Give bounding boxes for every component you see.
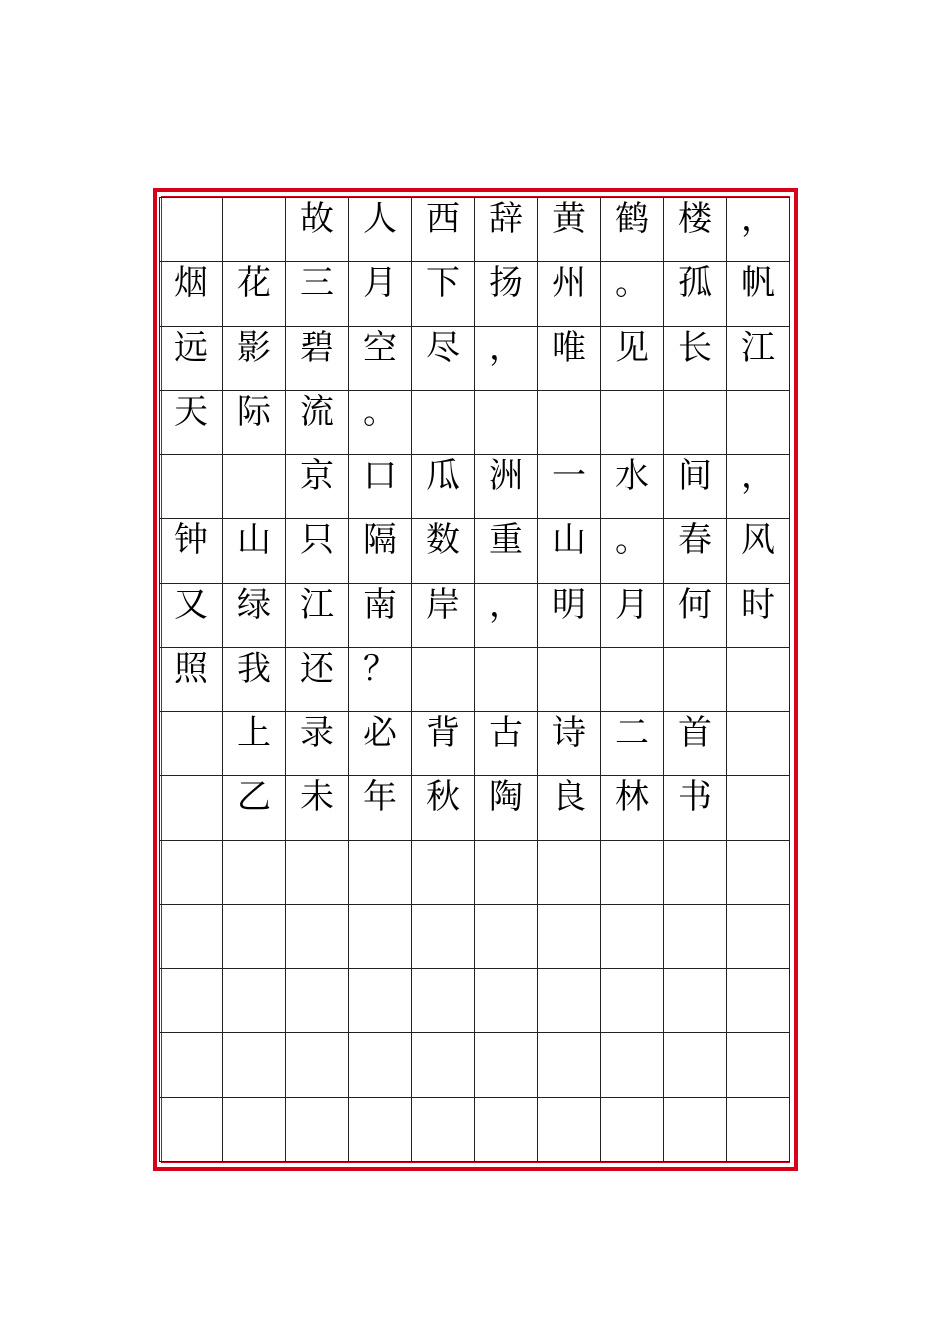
grid-cell	[349, 905, 412, 969]
grid-cell: 一	[538, 455, 601, 519]
grid-cell: ，	[475, 584, 538, 648]
grid-cell	[160, 712, 223, 776]
grid-cell: 陶	[475, 776, 538, 840]
grid-cell: 明	[538, 584, 601, 648]
grid-cell: 年	[349, 776, 412, 840]
grid-cell	[412, 969, 475, 1033]
grid-cell: 远	[160, 327, 223, 391]
grid-cell	[664, 841, 727, 905]
grid-cell: 月	[601, 584, 664, 648]
grid-cell: 还	[286, 648, 349, 712]
grid-cell	[727, 391, 790, 455]
grid-cell: 又	[160, 584, 223, 648]
grid-cell: 花	[223, 262, 286, 326]
grid-cell	[601, 1033, 664, 1097]
grid-cell: 碧	[286, 327, 349, 391]
grid-cell	[475, 1033, 538, 1097]
grid-cell: 岸	[412, 584, 475, 648]
grid-cell: 辞	[475, 198, 538, 262]
grid-cell: 山	[223, 519, 286, 583]
grid-cell	[601, 1098, 664, 1162]
grid-cell	[538, 391, 601, 455]
grid-cell	[160, 1033, 223, 1097]
grid-cell	[664, 905, 727, 969]
grid-cell	[664, 969, 727, 1033]
grid-cell	[412, 1098, 475, 1162]
grid-cell: 林	[601, 776, 664, 840]
grid-cell: ，	[727, 198, 790, 262]
grid-cell: 黄	[538, 198, 601, 262]
grid-cell: ，	[475, 327, 538, 391]
grid-cell: 南	[349, 584, 412, 648]
grid-cell	[538, 905, 601, 969]
grid-cell: 风	[727, 519, 790, 583]
grid-cell: 。	[601, 262, 664, 326]
grid-cell: 长	[664, 327, 727, 391]
grid-cell	[223, 905, 286, 969]
grid-cell: 见	[601, 327, 664, 391]
grid-cell: 时	[727, 584, 790, 648]
grid-cell: 际	[223, 391, 286, 455]
grid-cell	[160, 198, 223, 262]
grid-cell: 隔	[349, 519, 412, 583]
grid-cell	[475, 841, 538, 905]
grid-cell	[601, 391, 664, 455]
grid-cell: 州	[538, 262, 601, 326]
grid-cell: 天	[160, 391, 223, 455]
grid-cell	[223, 1098, 286, 1162]
grid-cell	[160, 969, 223, 1033]
grid-cell: 洲	[475, 455, 538, 519]
character-grid-paper	[159, 197, 790, 1162]
grid-cell	[286, 969, 349, 1033]
grid-cell: 只	[286, 519, 349, 583]
grid-cell	[538, 1033, 601, 1097]
grid-cell	[664, 391, 727, 455]
grid-cell: 孤	[664, 262, 727, 326]
grid-cell: 。	[601, 519, 664, 583]
grid-cell	[727, 969, 790, 1033]
grid-cell	[475, 969, 538, 1033]
grid-cell: 数	[412, 519, 475, 583]
grid-cell	[412, 391, 475, 455]
grid-cell: 帆	[727, 262, 790, 326]
grid-cell: 乙	[223, 776, 286, 840]
grid-cell: 江	[286, 584, 349, 648]
grid-cell: 鹤	[601, 198, 664, 262]
grid-cell	[160, 776, 223, 840]
grid-cell	[349, 841, 412, 905]
grid-cell	[538, 648, 601, 712]
grid-cell: ？	[349, 648, 412, 712]
grid-cell: 必	[349, 712, 412, 776]
grid-cell	[601, 905, 664, 969]
grid-cell	[727, 712, 790, 776]
grid-cell	[601, 841, 664, 905]
grid-cell	[475, 905, 538, 969]
grid-cell: 山	[538, 519, 601, 583]
grid-cell: 下	[412, 262, 475, 326]
grid-cell	[349, 1033, 412, 1097]
grid-cell: 故	[286, 198, 349, 262]
grid-cell: 秋	[412, 776, 475, 840]
grid-cell	[601, 648, 664, 712]
grid-cell: 。	[349, 391, 412, 455]
grid-cell	[349, 969, 412, 1033]
grid-cell: 古	[475, 712, 538, 776]
grid-cell	[727, 905, 790, 969]
grid-cell	[475, 391, 538, 455]
grid-cell: 唯	[538, 327, 601, 391]
grid-cell: 扬	[475, 262, 538, 326]
grid-cell: 间	[664, 455, 727, 519]
grid-cell: 首	[664, 712, 727, 776]
grid-cell: 我	[223, 648, 286, 712]
grid-cell	[538, 841, 601, 905]
grid-cell: 月	[349, 262, 412, 326]
grid-cell	[223, 841, 286, 905]
grid-cell	[286, 1033, 349, 1097]
grid-cell	[664, 648, 727, 712]
grid-cell: 钟	[160, 519, 223, 583]
grid-cell: 何	[664, 584, 727, 648]
grid-cell: 京	[286, 455, 349, 519]
grid-cell	[223, 1033, 286, 1097]
grid-cell: 人	[349, 198, 412, 262]
grid-cell: 诗	[538, 712, 601, 776]
grid-cell: 水	[601, 455, 664, 519]
grid-cell: 春	[664, 519, 727, 583]
grid-cell: 绿	[223, 584, 286, 648]
grid-cell	[727, 648, 790, 712]
grid-cell: 江	[727, 327, 790, 391]
grid-cell: 良	[538, 776, 601, 840]
grid-cell	[727, 776, 790, 840]
grid-cell: 二	[601, 712, 664, 776]
grid-cell: 未	[286, 776, 349, 840]
grid-cell	[538, 969, 601, 1033]
grid-cell: 西	[412, 198, 475, 262]
grid-cell	[223, 455, 286, 519]
grid-cell	[412, 1033, 475, 1097]
grid-cell	[286, 1098, 349, 1162]
grid-cell: 烟	[160, 262, 223, 326]
grid-cell: 影	[223, 327, 286, 391]
grid-cell	[286, 905, 349, 969]
grid-cell	[475, 1098, 538, 1162]
grid-cell	[475, 648, 538, 712]
grid-cell: 上	[223, 712, 286, 776]
grid-cell	[727, 1098, 790, 1162]
grid-cell: 楼	[664, 198, 727, 262]
grid-cell: 背	[412, 712, 475, 776]
grid-cell	[601, 969, 664, 1033]
grid-cell	[412, 841, 475, 905]
grid-cell	[664, 1098, 727, 1162]
grid-cell	[412, 648, 475, 712]
grid-cell	[664, 1033, 727, 1097]
grid-cell: 录	[286, 712, 349, 776]
grid-cell	[727, 1033, 790, 1097]
grid-cell: 瓜	[412, 455, 475, 519]
grid-cell: 空	[349, 327, 412, 391]
grid-cell	[412, 905, 475, 969]
grid-cell: 书	[664, 776, 727, 840]
grid-cell	[160, 1098, 223, 1162]
grid-cell	[538, 1098, 601, 1162]
grid-cell	[223, 198, 286, 262]
grid-cell	[160, 905, 223, 969]
grid-cell	[160, 841, 223, 905]
grid-cell	[349, 1098, 412, 1162]
grid-cell	[727, 841, 790, 905]
grid-cell	[223, 969, 286, 1033]
grid-cell: 口	[349, 455, 412, 519]
grid-cell: ，	[727, 455, 790, 519]
grid-cell: 三	[286, 262, 349, 326]
grid-cell: 重	[475, 519, 538, 583]
grid-cell	[286, 841, 349, 905]
grid-cell: 照	[160, 648, 223, 712]
grid-cell: 流	[286, 391, 349, 455]
grid-cell	[160, 455, 223, 519]
grid-cell: 尽	[412, 327, 475, 391]
